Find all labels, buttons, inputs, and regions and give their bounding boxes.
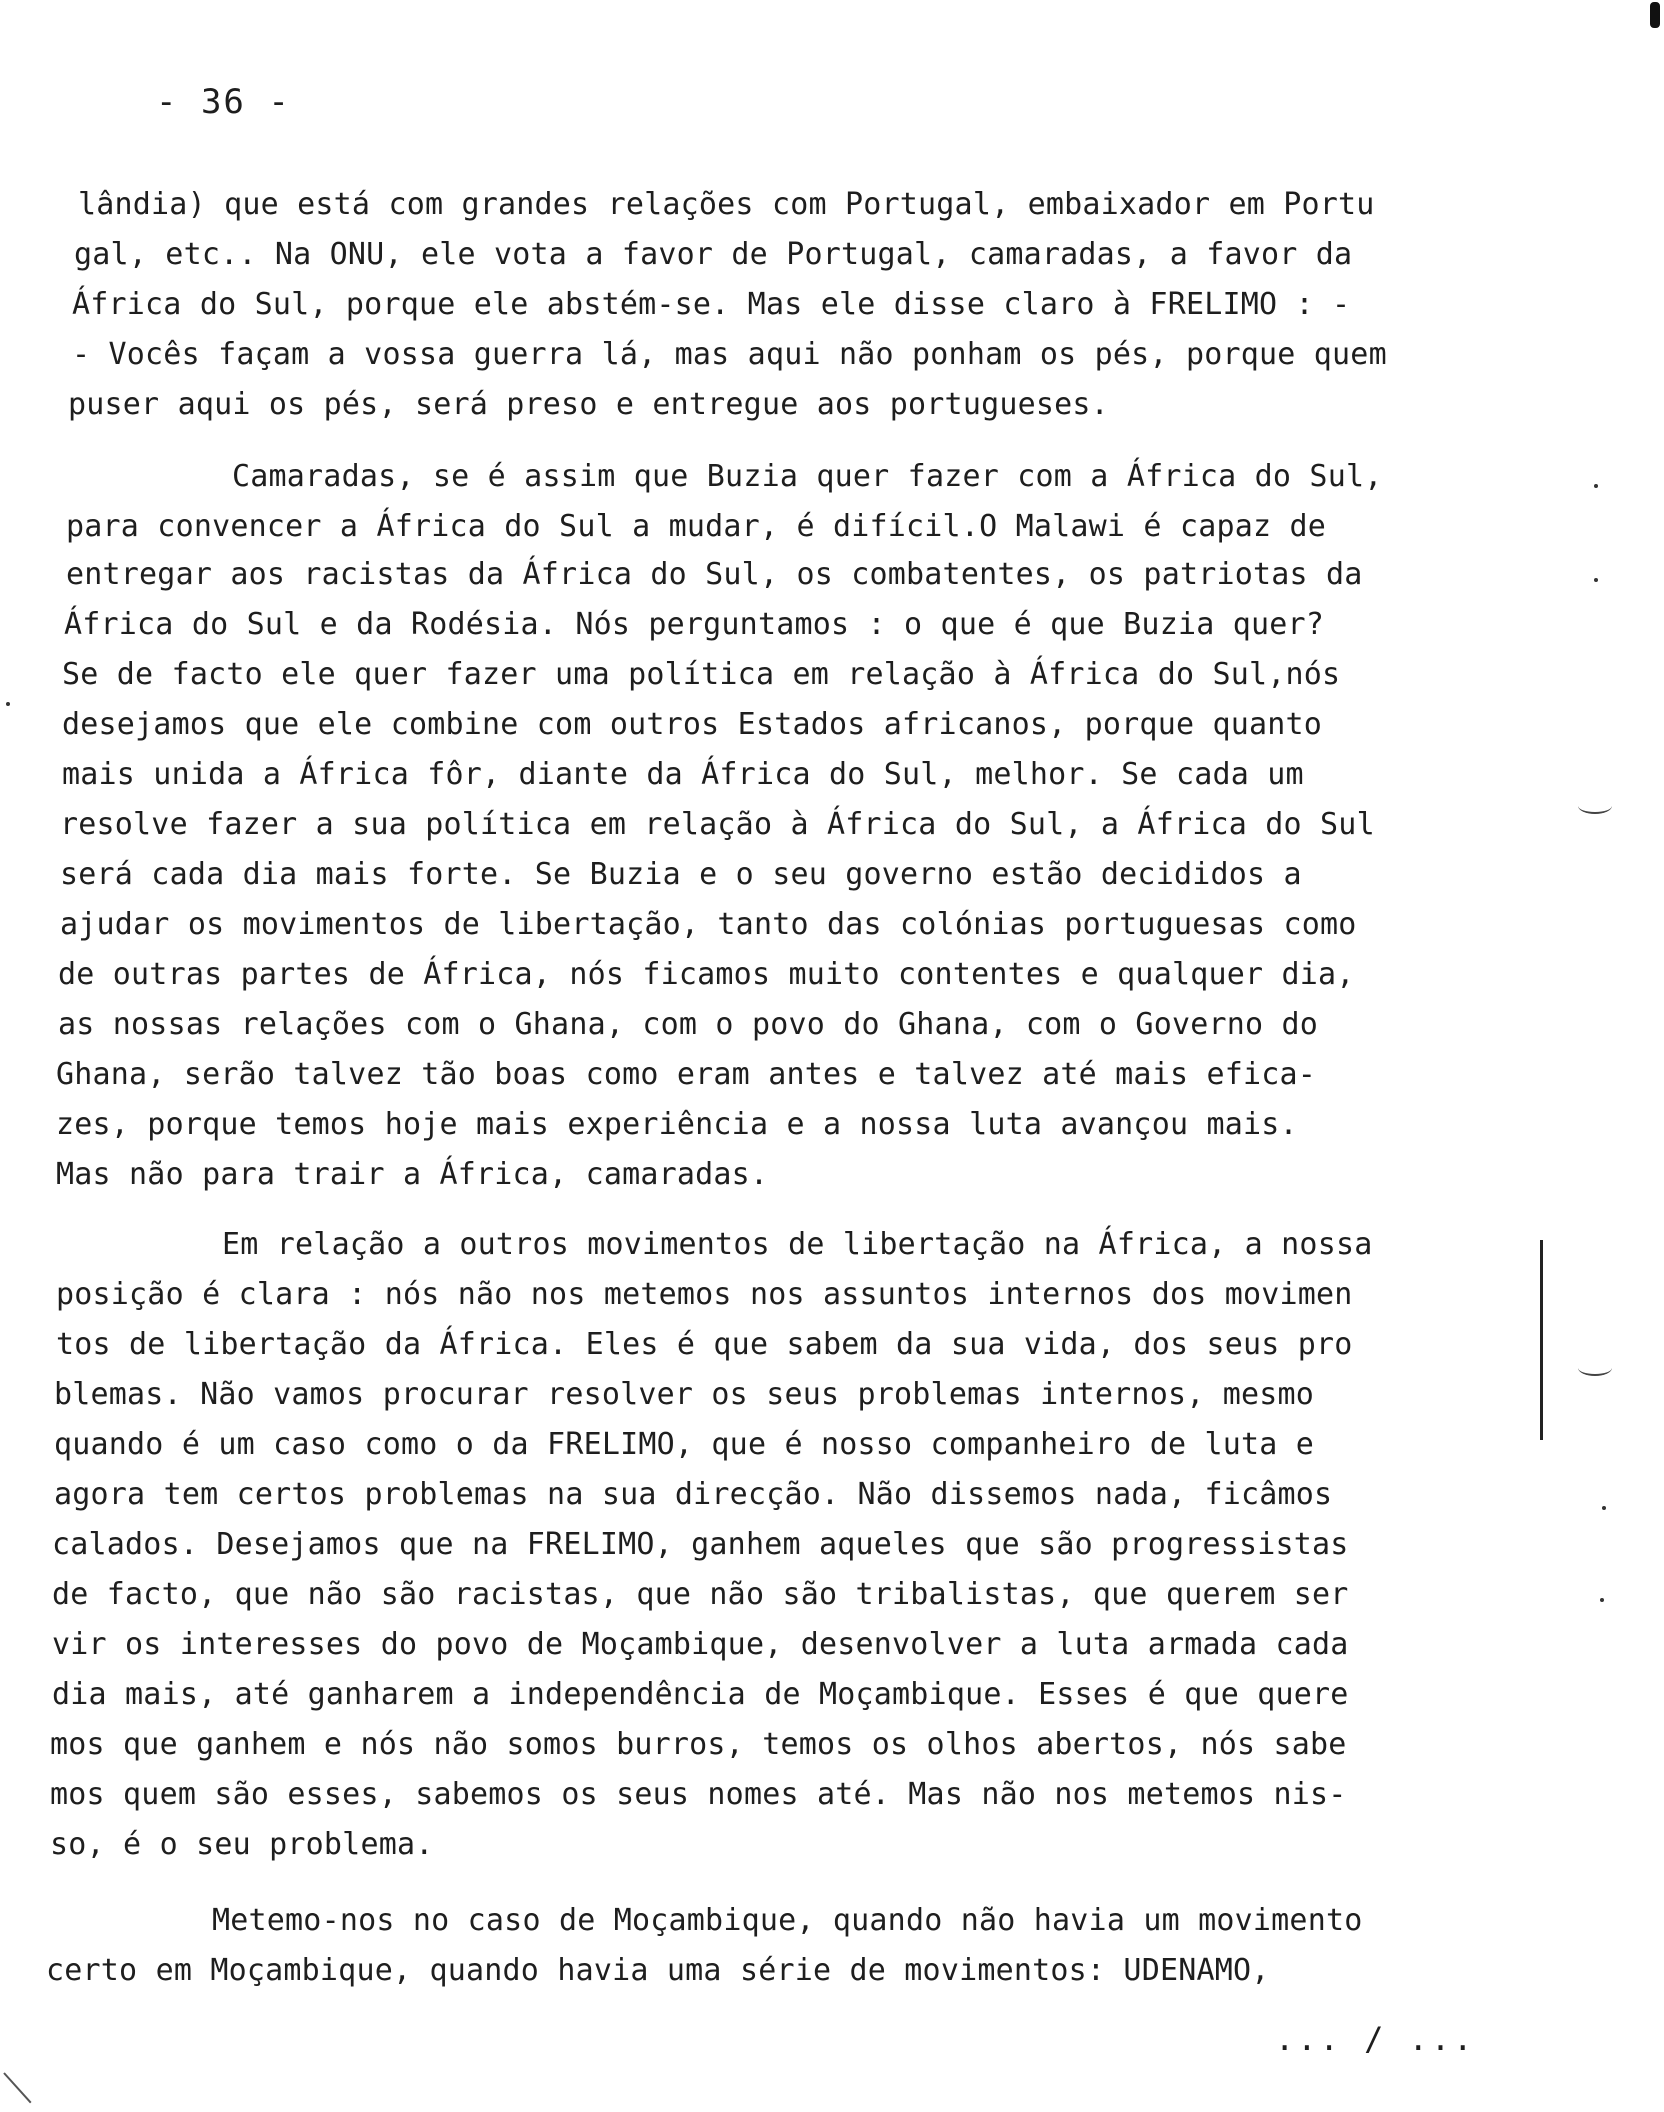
text-line: agora tem certos problemas na sua direcção. Não dissemos nada, ficâmos xyxy=(54,1477,1333,1512)
text-line: desejamos que ele combine com outros Estados africanos, porque quanto xyxy=(62,707,1323,742)
text-line: vir os interesses do povo de Moçambique, desenvolver a luta armada cada xyxy=(52,1627,1349,1662)
text-line: calados. Desejamos que na FRELIMO, ganhem aqueles que são progressistas xyxy=(52,1527,1349,1562)
text-line: mos quem são esses, sabemos os seus nomes até. Mas não nos metemos nis- xyxy=(50,1777,1347,1812)
text-line: zes, porque temos hoje mais experiência e a nossa luta avançou mais. xyxy=(56,1107,1298,1142)
margin-curve-mark xyxy=(1578,1360,1612,1376)
text-line: ajudar os movimentos de libertação, tanto das colónias portuguesas como xyxy=(60,907,1357,942)
margin-dot xyxy=(1602,1506,1606,1510)
text-line: as nossas relações com o Ghana, com o povo do Ghana, com o Governo do xyxy=(58,1007,1319,1042)
margin-curve-mark xyxy=(1578,798,1612,814)
text-line: tos de libertação da África. Eles é que sabem da sua vida, dos seus pro xyxy=(56,1327,1353,1362)
text-line: África do Sul, porque ele abstém-se. Mas ele disse claro à FRELIMO : - xyxy=(72,287,1351,322)
corner-mark xyxy=(3,2072,31,2103)
text-line: para convencer a África do Sul a mudar, é difícil.O Malawi é capaz de xyxy=(66,509,1327,544)
text-line: entregar aos racistas da África do Sul, os combatentes, os patriotas da xyxy=(66,557,1363,592)
margin-dot xyxy=(6,702,10,706)
text-line: de outras partes de África, nós ficamos muito contentes e qualquer dia, xyxy=(58,957,1355,992)
text-line: será cada dia mais forte. Se Buzia e o seu governo estão decididos a xyxy=(60,857,1302,892)
text-line: puser aqui os pés, será preso e entregue aos portugueses. xyxy=(68,387,1109,422)
continuation-mark: ... / ... xyxy=(1275,2020,1476,2058)
text-line: quando é um caso como o da FRELIMO, que é nosso companheiro de luta e xyxy=(54,1427,1315,1462)
page-number: - 36 - xyxy=(156,82,291,122)
text-line: certo em Moçambique, quando havia uma série de movimentos: UDENAMO, xyxy=(46,1953,1270,1988)
text-line: so, é o seu problema. xyxy=(50,1827,434,1862)
margin-dot xyxy=(1594,484,1598,488)
text-line: dia mais, até ganharem a independência de Moçambique. Esses é que quere xyxy=(52,1677,1349,1712)
text-line: resolve fazer a sua política em relação à África do Sul, a África do Sul xyxy=(60,807,1375,842)
text-line: - Vocês façam a vossa guerra lá, mas aqui não ponham os pés, porque quem xyxy=(72,337,1387,372)
text-line: Ghana, serão talvez tão boas como eram antes e talvez até mais efica- xyxy=(56,1057,1317,1092)
margin-dot xyxy=(1594,578,1598,582)
text-line: posição é clara : nós não nos metemos nos assuntos internos dos movimen xyxy=(56,1277,1353,1312)
text-line: Se de facto ele quer fazer uma política em relação à África do Sul,nós xyxy=(62,657,1341,692)
text-line: blemas. Não vamos procurar resolver os seus problemas internos, mesmo xyxy=(54,1377,1315,1412)
text-line: lândia) que está com grandes relações com Portugal, embaixador em Portu xyxy=(78,187,1375,222)
text-line: África do Sul e da Rodésia. Nós perguntamos : o que é que Buzia quer? xyxy=(64,607,1325,642)
text-line: Metemo-nos no caso de Moçambique, quando não havia um movimento xyxy=(212,1903,1363,1938)
margin-dot xyxy=(1600,1598,1604,1602)
text-line: Mas não para trair a África, camaradas. xyxy=(56,1157,769,1192)
text-line: gal, etc.. Na ONU, ele vota a favor de Portugal, camaradas, a favor da xyxy=(74,237,1353,272)
margin-line-mark xyxy=(1540,1240,1543,1440)
text-line: mos que ganhem e nós não somos burros, temos os olhos abertos, nós sabe xyxy=(50,1727,1347,1762)
text-line: mais unida a África fôr, diante da África do Sul, melhor. Se cada um xyxy=(62,757,1304,792)
text-line: Em relação a outros movimentos de libertação na África, a nossa xyxy=(222,1227,1373,1262)
edge-mark xyxy=(1650,2,1660,28)
text-line: de facto, que não são racistas, que não são tribalistas, que querem ser xyxy=(52,1577,1349,1612)
text-line: Camaradas, se é assim que Buzia quer fazer com a África do Sul, xyxy=(232,459,1383,494)
